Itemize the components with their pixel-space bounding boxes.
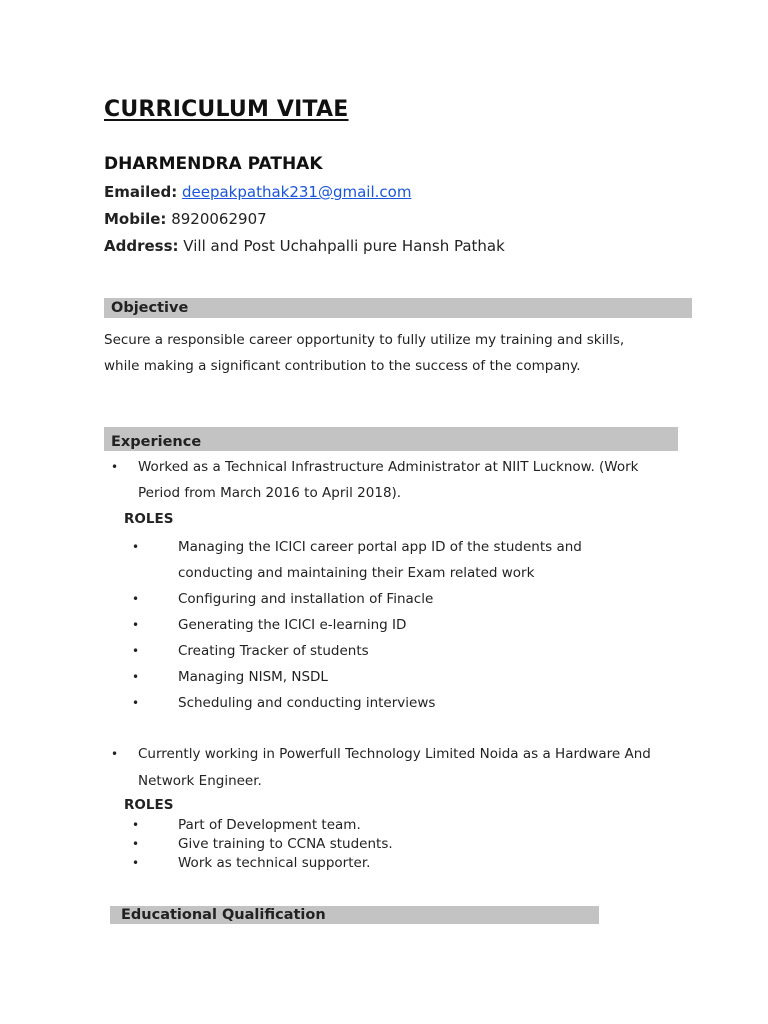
job-1-role-1: Managing the ICICI career portal app ID of the students and (178, 539, 582, 555)
job-2-bullet: • (111, 747, 119, 761)
objective-line-2: while making a significant contribution to the success of the company. (104, 358, 581, 374)
education-heading: Educational Qualification (110, 906, 599, 924)
email-label: Emailed: (104, 183, 178, 201)
job-1-bullet: • (111, 460, 119, 474)
job-1-role-bullet: • (132, 670, 140, 684)
job-2-line-1: Currently working in Powerfull Technology Limited Noida as a Hardware And (138, 746, 651, 762)
document-title: CURRICULUM VITAE (104, 97, 349, 122)
job-2-role-bullet: • (132, 837, 140, 851)
job-1-role-2: Configuring and installation of Finacle (178, 591, 434, 607)
job-1-role-bullet: • (132, 540, 140, 554)
job-2-roles-label: ROLES (124, 797, 174, 813)
address-label: Address: (104, 237, 179, 255)
job-1-line-2: Period from March 2016 to April 2018). (138, 485, 402, 501)
mobile-value: 8920062907 (171, 210, 267, 228)
objective-heading: Objective (104, 298, 692, 318)
address-value: Vill and Post Uchahpalli pure Hansh Pathak (183, 237, 505, 255)
address-line (104, 237, 505, 255)
job-1-line-1: Worked as a Technical Infrastructure Administrator at NIIT Lucknow. (Work (138, 459, 639, 475)
job-2-role-bullet: • (132, 856, 140, 870)
job-2-role-2: Give training to CCNA students. (178, 836, 393, 852)
job-2-role-bullet: • (132, 818, 140, 832)
job-1-role-bullet: • (132, 644, 140, 658)
experience-heading: Experience (104, 427, 678, 451)
job-1-role-bullet: • (132, 592, 140, 606)
job-1-role-4: Creating Tracker of students (178, 643, 369, 659)
job-1-role-bullet: • (132, 696, 140, 710)
job-1-role-5: Managing NISM, NSDL (178, 669, 328, 685)
job-2-line-2: Network Engineer. (138, 773, 262, 789)
email-line (104, 183, 411, 201)
job-2-role-1: Part of Development team. (178, 817, 361, 833)
candidate-name: DHARMENDRA PATHAK (104, 154, 323, 174)
objective-line-1: Secure a responsible career opportunity to fully utilize my training and skills, (104, 332, 625, 348)
email-link[interactable]: deepakpathak231@gmail.com (181, 183, 412, 201)
job-1-role-1-cont: conducting and maintaining their Exam related work (178, 565, 535, 581)
job-1-roles-label: ROLES (124, 511, 174, 527)
mobile-label: Mobile: (104, 210, 167, 228)
job-1-role-6: Scheduling and conducting interviews (178, 695, 436, 711)
job-1-role-3: Generating the ICICI e-learning ID (178, 617, 407, 633)
job-2-role-3: Work as technical supporter. (178, 855, 371, 871)
mobile-line (104, 210, 267, 228)
job-1-role-bullet: • (132, 618, 140, 632)
